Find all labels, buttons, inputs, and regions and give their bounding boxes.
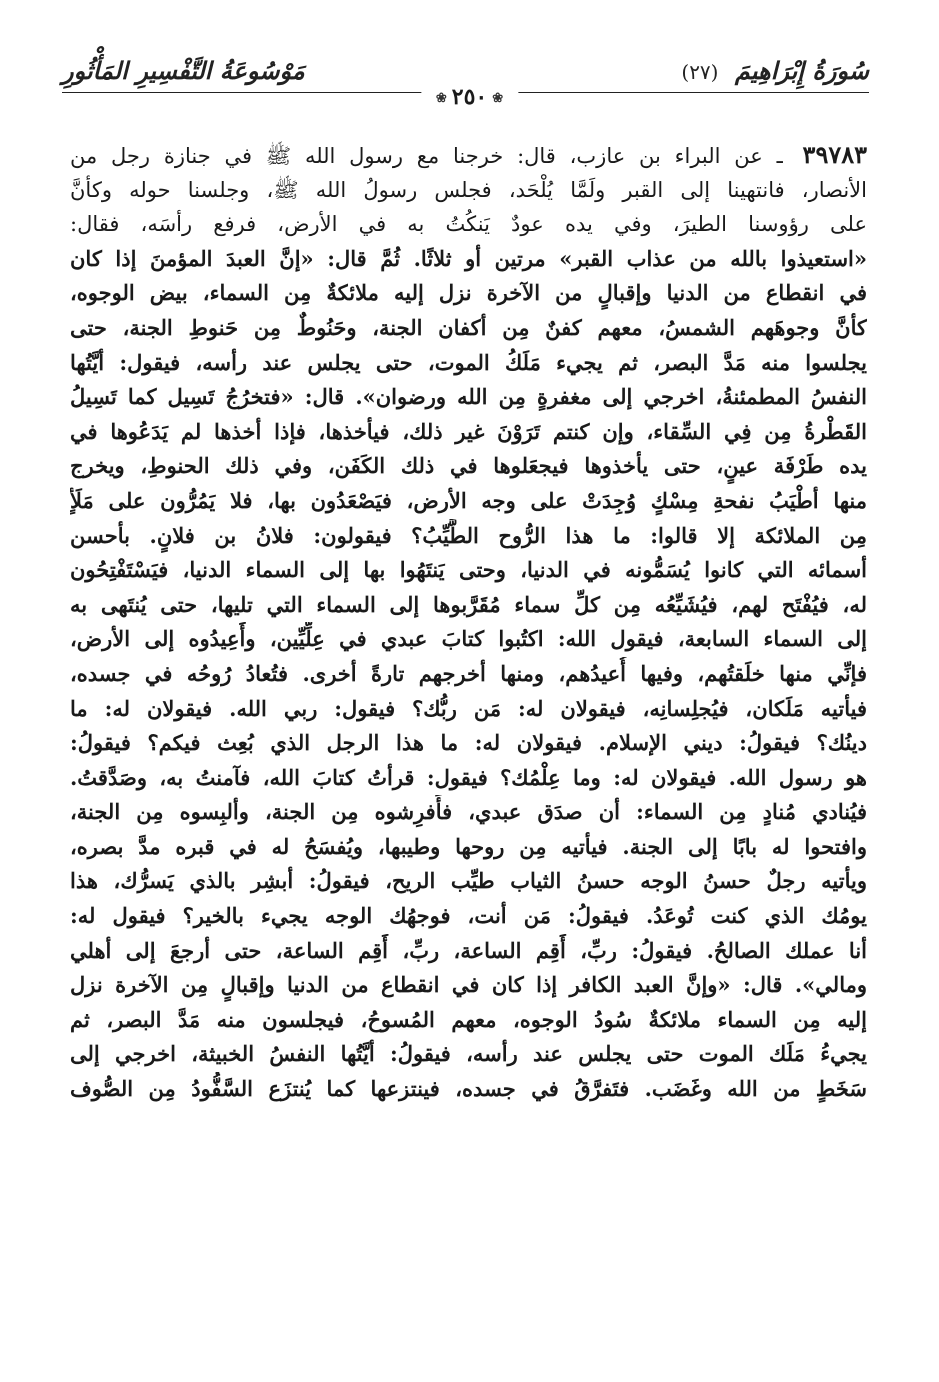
page-number	[421, 84, 518, 110]
text-line: النفسُ المطمئنةُ، اخرجي إلى مغفرةٍ مِن الله ورضوان». قال: «فتخرُجُ تَسِيل كما تَسِيلُ	[70, 384, 867, 410]
text-line: القَطْرةُ مِن فِي السِّقاء، وإن كنتم تَرَوْنَ غير ذلك، فيأخذها، فإذا أخذها لم يَدَعُوها في	[70, 418, 867, 444]
body-text	[70, 138, 867, 1107]
text-line: فيُنادي مُنادٍ مِن السماء: أن صدَق عبدي، فأَفرِشوه مِن الجنة، وألبِسوه مِن الجنة،	[70, 799, 867, 825]
text-line: فيأتيه مَلَكان، فيُجلِسانِه، فيقولان له: مَن ربُّك؟ فيقول: ربي الله. فيقولان له: ما	[70, 695, 867, 721]
text-line: هو رسول الله. فيقولان له: وما عِلْمُك؟ فيقول: قرأتُ كتابَ الله، فآمنتُ به، وصَدَّقتُ.	[70, 764, 867, 790]
text-line: ومالي». قال: «وإنَّ العبد الكافر إذا كان في انقطاع من الدنيا وإقبالٍ مِن الآخرة نزل	[70, 972, 867, 998]
text-line: يده طَرْفَة عينٍ، حتى يأخذوها فيجعَلوها في ذلك الكَفَن، وفي ذلك الحنوطِ، ويخرج	[70, 453, 867, 479]
page-number-value: ٢٥٠	[451, 84, 488, 110]
surah-name: سُورَةُ إِبْرَاهِيمَ	[734, 56, 869, 85]
text-line: «استعيذوا بالله من عذاب القبر» مرتين أو ثلاثًا. ثُمَّ قال: «إنَّ العبدَ المؤمنَ إذا كان	[70, 245, 867, 271]
text-line: دينُك؟ فيقولُ: ديني الإسلام. فيقولان له: ما هذا الرجل الذي بُعِث فيكم؟ فيقولُ:	[70, 730, 867, 756]
text-line: ويأتيه رجلٌ حسنُ الوجه حسنُ الثياب طيِّب الريح، فيقولُ: أبشِر بالذي يَسرُّك، هذا	[70, 868, 867, 894]
text-line: وافتحوا له بابًا إلى الجنة. فيأتيه مِن روحها وطيبها، ويُفسَحُ له في قبره مدَّ بصره،	[70, 833, 867, 859]
text-line: إلى السماء السابعة، فيقول الله: اكتُبوا كتابَ عبدي في عِلِّيِّين، وأَعِيدُوه إلى الأرض،	[70, 626, 867, 652]
text-line: على رؤوسنا الطيرَ، وفي يده عودٌ يَنكُتُ به في الأرض، فرفع رأسَه، فقال:	[70, 212, 867, 237]
text-line: كأنَّ وجوهَهم الشمسُ، معهم كفنٌ مِن أكفان الجنة، وحَنُوطٌ مِن حَنوطِ الجنة، حتى	[70, 314, 867, 340]
text-line: في انقطاع من الدنيا وإقبالٍ من الآخرة نزل إليه ملائكةٌ مِن السماء، بيض الوجوه،	[70, 280, 867, 306]
text-line: إليه مِن السماء ملائكةٌ سُودُ الوجوه، معهم المُسوحُ، فيجلسون منه مَدَّ البصر، ثم	[70, 1006, 867, 1032]
text-line: له، فيُفْتَح لهم، فيُشَيِّعُه مِن كلِّ سماء مُقَرَّبوها إلى السماء التي تليها، حتى يُنتَهى به	[70, 591, 867, 617]
text-line: يجيءُ مَلَك الموت حتى يجلس عند رأسه، فيقولُ: أيَّتُها النفسُ الخبيثة، اخرجي إلى	[70, 1041, 867, 1067]
text-line: ٣٩٧٨٣ ـ عن البراء بن عازب، قال: خرجنا مع رسول الله ﷺ في جنازة رجل من	[70, 140, 867, 169]
surah-number: (٢٧)	[681, 60, 719, 84]
text-line: أسمائه التي كانوا يُسَمُّونه في الدنيا، وحتى يَنتَهُوا بها إلى السماء الدنيا، فيَسْتَفْتِحُون	[70, 557, 867, 583]
ornament-left-icon: ❀	[492, 90, 504, 106]
hadith-number: ٣٩٧٨٣	[802, 140, 867, 169]
ornament-right-icon: ❀	[435, 90, 447, 106]
book-title: مَوْسُوعَةُ التَّفْسِيرِ المَأْثُورِ	[62, 56, 305, 85]
surah-title	[681, 56, 869, 85]
text-line: يومُك الذي كنت تُوعَدُ. فيقولُ: مَن أنت، فوجهُك الوجه يجيء بالخير؟ فيقول له:	[70, 903, 867, 929]
text-line: منها أطْيَبُ نفحةِ مِسْكٍ وُجِدَتْ على وجه الأرض، فيَصْعَدُون بها، فلا يَمُرُّون على مَلَأٍ	[70, 487, 867, 513]
text-line: أنا عملك الصالحُ. فيقولُ: ربِّ، أَقِم الساعة، ربِّ، أَقِم الساعة، حتى أرجعَ إلى أهلي	[70, 937, 867, 963]
text-line: فإنِّي منها خلَقتُهم، وفيها أُعيدُهم، ومنها أخرجهم تارةً أخرى. فتُعادُ رُوحُه في جسده،	[70, 660, 867, 686]
text-line: مِن الملائكة إلا قالوا: ما هذا الرُّوح الطَّيِّبُ؟ فيقولون: فلانُ بن فلانٍ. بأحسن	[70, 522, 867, 548]
text-line: الأنصار، فانتهينا إلى القبر ولَمَّا يُلْحَد، فجلس رسولُ الله ﷺ، وجلسنا حوله وكأنَّ	[70, 177, 867, 202]
text-line: سَخَطٍ من الله وغَضَب. فتَفرَّقُ في جسده، فينتزعها كما يُنتزَع السَّفُّودُ مِن الصُّوف	[70, 1076, 867, 1102]
text-line: يجلسوا منه مَدَّ البصر، ثم يجيء مَلَكُ الموت، حتى يجلس عند رأسه، فيقول: أيَّتُها	[70, 349, 867, 375]
